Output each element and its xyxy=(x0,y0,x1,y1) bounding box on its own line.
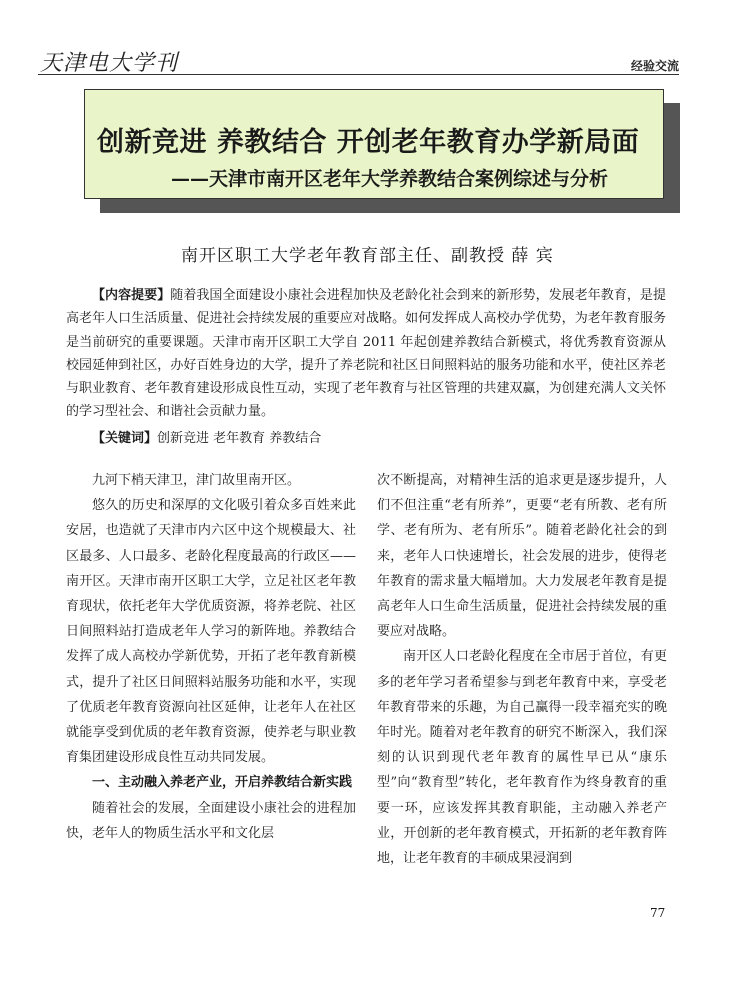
paragraph: 九河下梢天津卫，津门故里南开区。 xyxy=(92,473,301,488)
page-number: 77 xyxy=(650,906,666,920)
header-divider xyxy=(38,74,679,75)
title-box xyxy=(84,89,664,199)
article-title: 创新竞进 养教结合 开创老年教育办学新局面 xyxy=(97,127,640,158)
body-column-left xyxy=(66,468,356,846)
body-column-right xyxy=(377,468,667,871)
section-label: 经验交流 xyxy=(630,59,679,73)
author-line: 南开区职工大学老年教育部主任、副教授 薛 宾 xyxy=(181,246,554,266)
paragraph: 悠久的历史和深厚的文化吸引着众多百姓来此安居，也造就了天津市内六区中这个规模最大、社区最多、人口最多、老龄化程度最高的行政区——南开区。天津市南开区职工大学，立足社区老年教育现状，依托老年大学优质资源，将养老院、社区日间照料站打造成老年人学习的新阵地。养教结合发挥了成人高校办学新优势，开拓了老年教育新模式，提升了社区日间照料站服务功能和水平，实现了优质老年教育资源向社区延伸，让老年人在社区就能享受到优质的老年教育资源，使养老与职业教育集团建设形成良性互动共同发展。 xyxy=(66,498,356,766)
abstract-text: 随着我国全面建设小康社会进程加快及老龄化社会到来的新形势，发展老年教育，是提高老年人口生活质量、促进社会持续发展的重要应对战略。如何发挥成人高校办学优势，为老年教育服务是当前研究的重要课题。天津市南开区职工大学自 2011 年起创建养教结合新模式，将优秀教育资源从校园延伸到社区，办好百姓身边的大学，提升了养老院和社区日间照料站的服务功能和水平，使社区养老与职业教育、老年教育建设形成良性互动，实现了老年教育与社区管理的共建双赢，为创建充满人文关怀的学习型社会、和谐社会贡献力量。 xyxy=(66,288,666,420)
journal-logo: 天津电大学刊 xyxy=(40,51,179,76)
paragraph: 次不断提高，对精神生活的追求更是逐步提升，人们不但注重“老有所养”，更要“老有所教、老有所学、老有所为、老有所乐”。随着老龄化社会的到来，老年人口快速增长，社会发展的进步，使得老年教育的需求量大幅增加。大力发展老年教育是提高老年人口生命生活质量，促进社会持续发展的重要应对战略。 xyxy=(377,473,667,640)
paragraph: 随着社会的发展，全面建设小康社会的进程加快，老年人的物质生活水平和文化层 xyxy=(66,800,356,841)
section-heading: 一、主动融入养老产业，开启养教结合新实践 xyxy=(92,775,353,791)
abstract-label: 【内容提要】 xyxy=(92,288,171,303)
paragraph: 南开区人口老龄化程度在全市居于首位，有更多的老年学习者希望参与到老年教育中来，享受老年教育带来的乐趣，为自己赢得一段幸福充实的晚年时光。随着对老年教育的研究不断深入，我们深刻的认识到现代老年教育的属性早已从“康乐型”向“教育型”转化，老年教育作为终身教育的重要一环，应该发挥其教育职能，主动融入养老产业，开创新的老年教育模式，开拓新的老年教育阵地，让老年教育的丰硕成果浸润到 xyxy=(377,649,667,867)
keywords-label: 【关键词】 xyxy=(92,431,158,446)
abstract xyxy=(66,284,666,424)
keywords xyxy=(66,427,321,446)
article-subtitle: ——天津市南开区老年大学养教结合案例综述与分析 xyxy=(171,168,609,190)
keywords-text: 创新竞进 老年教育 养教结合 xyxy=(157,431,322,446)
